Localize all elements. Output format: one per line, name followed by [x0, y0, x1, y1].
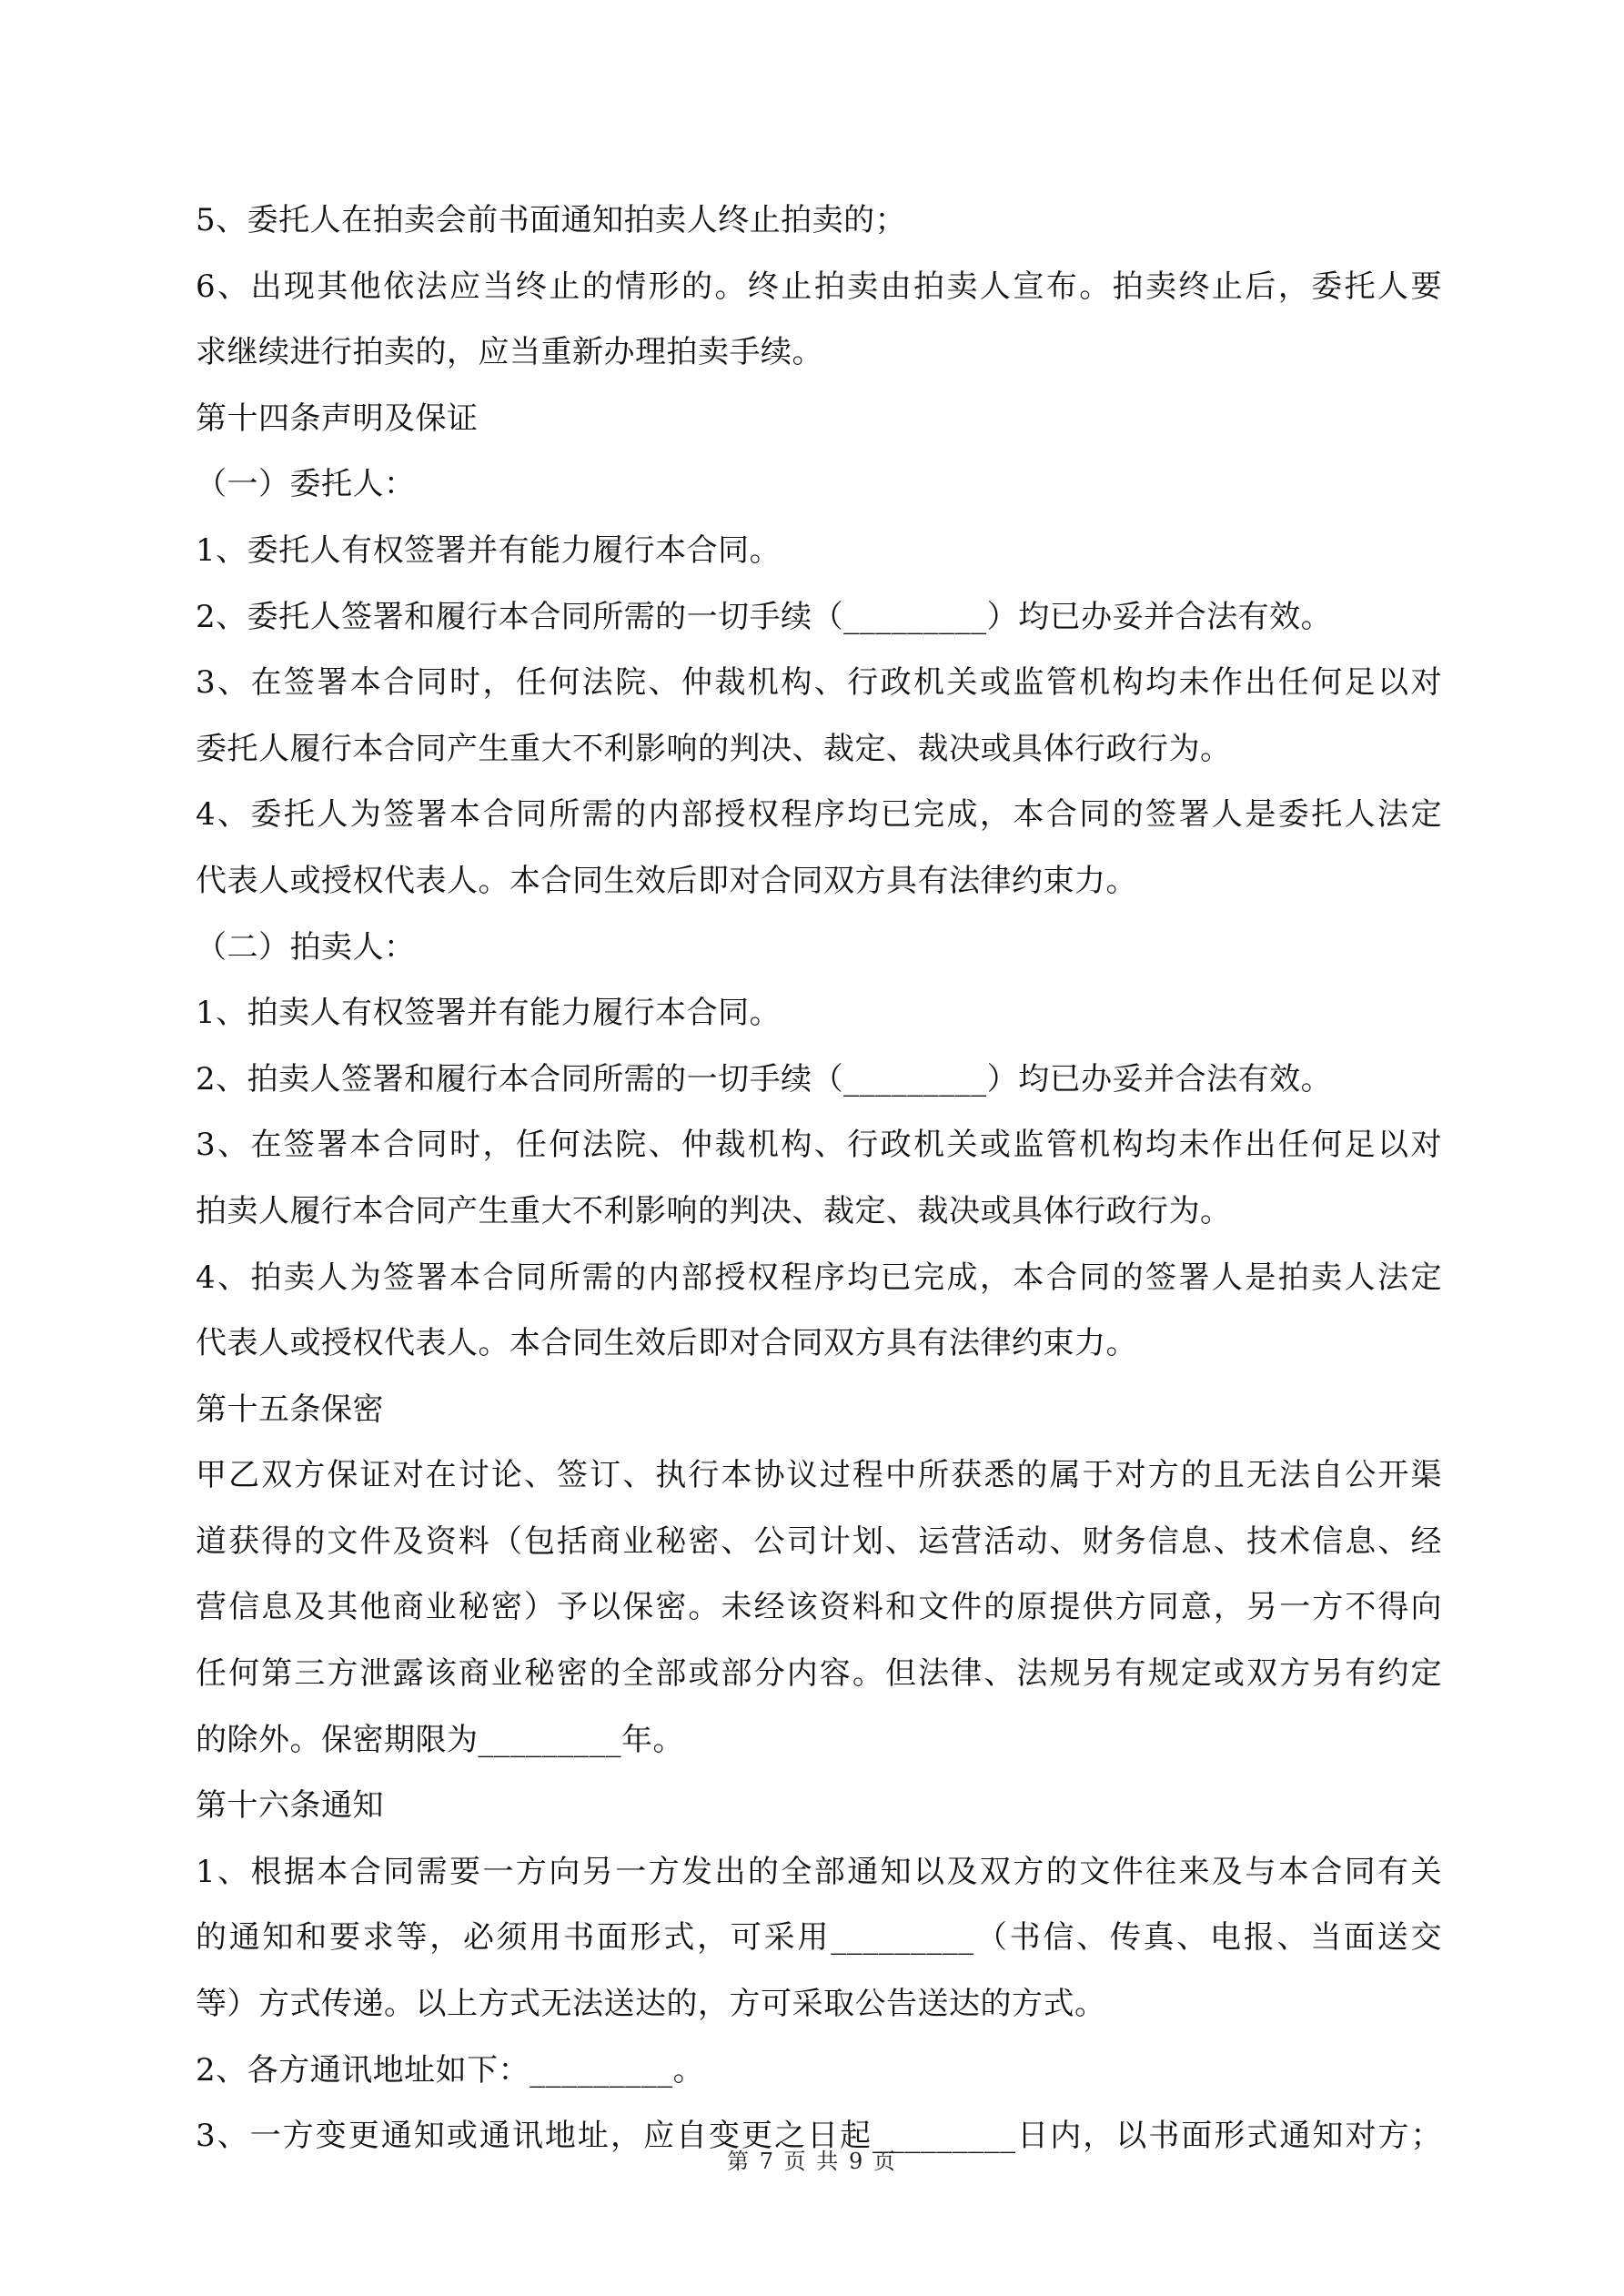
text-line: 2、拍卖人签署和履行本合同所需的一切手续（_________）均已办妥并合法有效。 [196, 1060, 1333, 1097]
text-line: 拍卖人履行本合同产生重大不利影响的判决、裁定、裁决或具体行政行为。 [196, 1192, 1232, 1229]
text-line: 甲乙双方保证对在讨论、签订、执行本协议过程中所获悉的属于对方的且无法自公开渠 [196, 1457, 1442, 1494]
text-line: （一）委托人： [196, 466, 416, 503]
text-line: 4、拍卖人为签署本合同所需的内部授权程序均已完成，本合同的签署人是拍卖人法定 [196, 1259, 1442, 1296]
text-line: 营信息及其他商业秘密）予以保密。未经该资料和文件的原提供方同意，另一方不得向 [196, 1589, 1442, 1626]
text-line: 的除外。保密期限为_________年。 [196, 1721, 684, 1758]
text-line: 2、委托人签署和履行本合同所需的一切手续（_________）均已办妥并合法有效。 [196, 598, 1333, 635]
text-line: 3、在签署本合同时，任何法院、仲裁机构、行政机关或监管机构均未作出任何足以对 [196, 664, 1442, 702]
text-line: 1、委托人有权签署并有能力履行本合同。 [196, 531, 782, 569]
page-number-footer: 第 7 页 共 9 页 [727, 2149, 897, 2174]
text-line: （二）拍卖人： [196, 928, 416, 966]
text-line: 第十六条通知 [196, 1787, 384, 1825]
text-line: 5、委托人在拍卖会前书面通知拍卖人终止拍卖的； [196, 202, 907, 238]
text-line: 代表人或授权代表人。本合同生效后即对合同双方具有法律约束力。 [196, 1325, 1137, 1362]
document-body [196, 202, 1442, 2184]
text-line: 等）方式传递。以上方式无法送达的，方可采取公告送达的方式。 [196, 1986, 1106, 2023]
text-line: 第十五条保密 [196, 1391, 384, 1428]
text-line: 第十四条声明及保证 [196, 400, 479, 437]
text-line: 道获得的文件及资料（包括商业秘密、公司计划、运营活动、财务信息、技术信息、经 [196, 1522, 1442, 1560]
text-line: 求继续进行拍卖的，应当重新办理拍卖手续。 [196, 334, 823, 371]
text-line: 6、出现其他依法应当终止的情形的。终止拍卖由拍卖人宣布。拍卖终止后，委托人要 [196, 268, 1442, 305]
text-line: 4、委托人为签署本合同所需的内部授权程序均已完成，本合同的签署人是委托人法定 [196, 796, 1442, 834]
text-line: 2、各方通讯地址如下：_________。 [196, 2051, 705, 2089]
text-line: 1、根据本合同需要一方向另一方发出的全部通知以及双方的文件往来及与本合同有关 [196, 1853, 1442, 1890]
text-line: 任何第三方泄露该商业秘密的全部或部分内容。但法律、法规另有规定或双方另有约定 [196, 1655, 1442, 1693]
text-line: 代表人或授权代表人。本合同生效后即对合同双方具有法律约束力。 [196, 862, 1137, 899]
text-line: 3、一方变更通知或通讯地址，应自变更之日起_________日内，以书面形式通知对方； [196, 2118, 1442, 2155]
text-line: 的通知和要求等，必须用书面形式，可采用_________（书信、传真、电报、当面送交 [196, 1919, 1442, 1957]
text-line: 1、拍卖人有权签署并有能力履行本合同。 [196, 995, 782, 1032]
text-line: 3、在签署本合同时，任何法院、仲裁机构、行政机关或监管机构均未作出任何足以对 [196, 1127, 1442, 1164]
text-line: 委托人履行本合同产生重大不利影响的判决、裁定、裁决或具体行政行为。 [196, 730, 1232, 767]
